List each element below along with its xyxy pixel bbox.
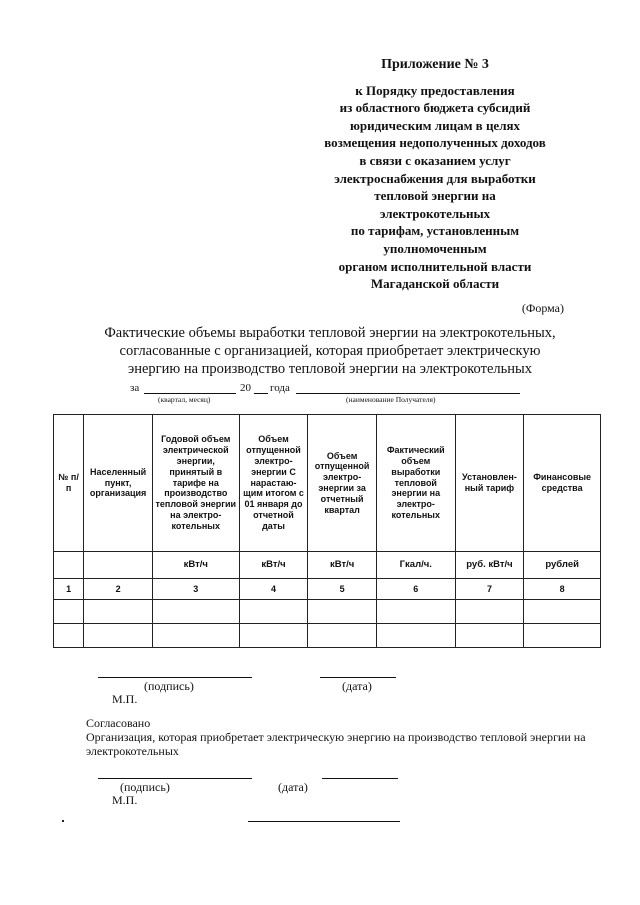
table-cell[interactable]	[239, 624, 308, 648]
header-cell: Объем отпущенной электро-энергии за отчетный квартал	[308, 415, 377, 552]
table-cell[interactable]	[54, 624, 84, 648]
colnum-cell: 2	[84, 579, 153, 600]
signature-line[interactable]	[98, 677, 252, 678]
table-cell[interactable]	[308, 600, 377, 624]
table-cell[interactable]	[239, 600, 308, 624]
appendix-line: уполномоченным	[383, 240, 487, 256]
table-header-row	[54, 415, 601, 552]
table-cell[interactable]	[152, 624, 239, 648]
units-cell-empty	[84, 552, 153, 579]
appendix-line: органом исполнительной власти	[338, 258, 532, 274]
document-title	[70, 324, 590, 378]
colnum-cell: 3	[152, 579, 239, 600]
year-word: года	[270, 382, 290, 394]
form-label: (Форма)	[521, 301, 564, 315]
table-cell[interactable]	[308, 624, 377, 648]
period-za: за	[130, 382, 140, 394]
table-cell[interactable]	[152, 600, 239, 624]
colnum-cell: 4	[239, 579, 308, 600]
date-line[interactable]	[320, 677, 396, 678]
header-cell: № п/п	[54, 415, 84, 552]
period-line	[118, 380, 538, 410]
units-cell: Гкал/ч.	[376, 552, 455, 579]
table-cell[interactable]	[524, 624, 601, 648]
appendix-line: тепловой энергии на	[374, 188, 496, 204]
table-cell[interactable]	[524, 600, 601, 624]
quarter-caption: (квартал, месяц)	[158, 395, 211, 404]
extra-line[interactable]	[248, 821, 400, 822]
units-cell-empty	[54, 552, 84, 579]
year-blank[interactable]	[254, 393, 268, 394]
stamp-label-2: М.П.	[112, 793, 138, 807]
header-cell: Населенный пункт, организация	[84, 415, 153, 552]
agreed-block	[86, 716, 586, 758]
colnum-cell: 1	[54, 579, 84, 600]
title-line: Фактические объемы выработки тепловой энергии на электрокотельных,	[104, 325, 556, 341]
date-caption: (дата)	[342, 679, 372, 693]
table-cell[interactable]	[84, 600, 153, 624]
colnum-cell: 6	[376, 579, 455, 600]
header-cell: Финансовые средства	[524, 415, 601, 552]
table-colnum-row	[54, 579, 601, 600]
stamp-label: М.П.	[112, 692, 138, 706]
title-line: согласованные с организацией, которая приобретает электрическую	[119, 343, 541, 359]
recipient-caption: (наименование Получателя)	[346, 395, 436, 404]
table-cell[interactable]	[84, 624, 153, 648]
volumes-table	[53, 414, 601, 648]
header-cell: Фактический объем выработки тепловой энергии на электро-котельных	[376, 415, 455, 552]
appendix-line: из областного бюджета субсидий	[339, 100, 531, 116]
scan-dot	[62, 820, 64, 822]
units-cell: кВт/ч	[239, 552, 308, 579]
units-cell: кВт/ч	[152, 552, 239, 579]
table-cell[interactable]	[376, 600, 455, 624]
header-cell: Установлен-ный тариф	[455, 415, 524, 552]
units-cell: руб. кВт/ч	[455, 552, 524, 579]
signature-caption: (подпись)	[144, 679, 194, 693]
appendix-line: Магаданской области	[370, 276, 500, 292]
appendix-line: возмещения недополученных доходов	[324, 135, 546, 151]
appendix-line: к Порядку предоставления	[355, 82, 515, 98]
table-cell[interactable]	[455, 600, 524, 624]
year-prefix: 20	[240, 382, 251, 394]
table-cell[interactable]	[376, 624, 455, 648]
quarter-blank[interactable]	[144, 393, 236, 394]
units-cell: кВт/ч	[308, 552, 377, 579]
signature-line-2[interactable]	[98, 778, 252, 779]
table-cell[interactable]	[54, 600, 84, 624]
agreed-text: Организация, которая приобретает электрическую энергию на производство тепловой энергии на электрокотельных	[86, 730, 586, 758]
appendix-line: в связи с оказанием услуг	[359, 152, 511, 168]
appendix-number: Приложение № 3	[381, 57, 489, 72]
appendix-line: электроснабжения для выработки	[334, 170, 536, 186]
agreed-heading: Согласовано	[86, 716, 151, 730]
colnum-cell: 5	[308, 579, 377, 600]
header-cell: Объем отпущенной электро-энергии С нарастаю-щим итогом с 01 января до отчетной даты	[239, 415, 308, 552]
appendix-header	[300, 56, 570, 293]
table-cell[interactable]	[455, 624, 524, 648]
appendix-line: электрокотельных	[379, 205, 491, 221]
colnum-cell: 8	[524, 579, 601, 600]
units-cell: рублей	[524, 552, 601, 579]
colnum-cell: 7	[455, 579, 524, 600]
appendix-line: юридическим лицам в целях	[349, 117, 521, 133]
header-cell: Годовой объем электрической энергии, принятый в тарифе на производство тепловой энергии на электро-котельных	[152, 415, 239, 552]
appendix-line: по тарифам, установленным	[350, 223, 520, 239]
table-units-row	[54, 552, 601, 579]
table-row	[54, 600, 601, 624]
signature-caption-2: (подпись)	[120, 780, 170, 794]
recipient-blank[interactable]	[296, 393, 520, 394]
date-line-2[interactable]	[322, 778, 398, 779]
table-row	[54, 624, 601, 648]
title-line: энергию на производство тепловой энергии на электрокотельных	[128, 361, 532, 377]
date-caption-2: (дата)	[278, 780, 308, 794]
